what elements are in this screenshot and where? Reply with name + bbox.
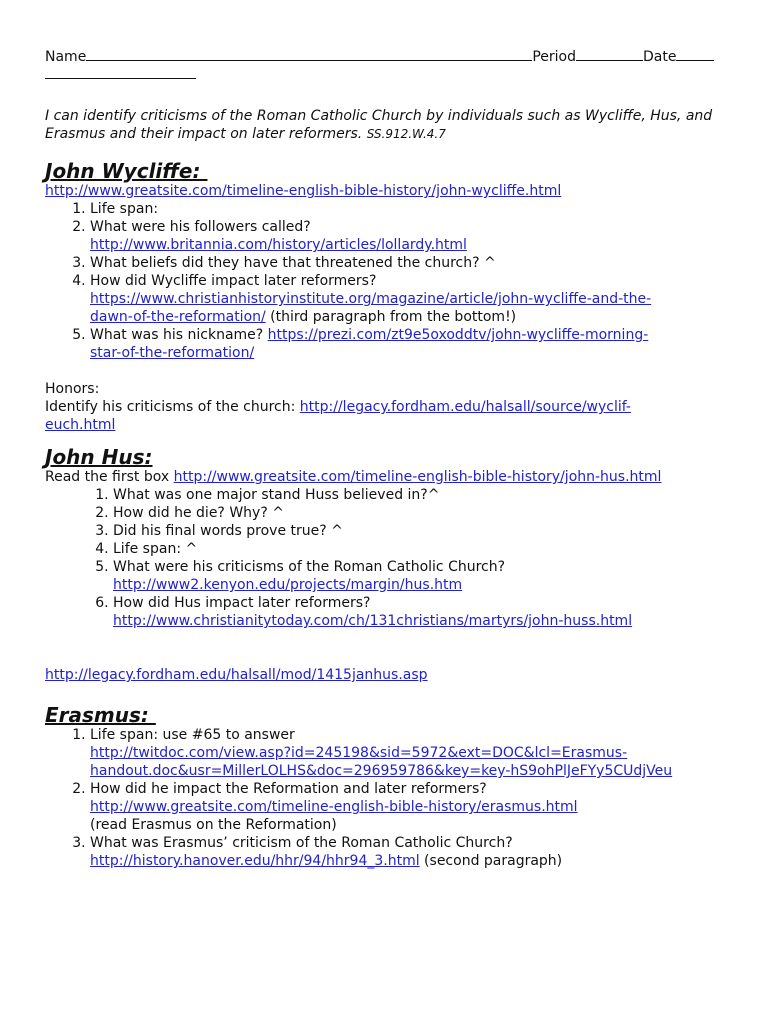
question-text: What were his followers called? bbox=[90, 219, 311, 235]
date-blank-line2[interactable] bbox=[45, 64, 196, 79]
hus-intro bbox=[45, 468, 735, 486]
link-note: (second paragraph) bbox=[419, 853, 563, 869]
link-line-1[interactable]: http://twitdoc.com/view.asp?id=245198&sid=5972&ext=DOC&lcl=Erasmus- bbox=[90, 745, 628, 761]
question-text: What was Erasmus’ criticism of the Roman Catholic Church? bbox=[90, 835, 513, 851]
list-item bbox=[113, 486, 735, 504]
list-item bbox=[113, 594, 735, 630]
question-text: Life span: ^ bbox=[113, 541, 198, 557]
list-item bbox=[90, 780, 735, 834]
erasmus-greatsite-link[interactable]: http://www.greatsite.com/timeline-english-bible-history/erasmus.html bbox=[90, 799, 578, 815]
link-line-2[interactable]: euch.html bbox=[45, 417, 116, 433]
lollardy-link[interactable]: http://www.britannia.com/history/articles/lollardy.html bbox=[90, 237, 467, 253]
list-item bbox=[113, 504, 735, 522]
honors-label: Honors: bbox=[45, 381, 100, 397]
question-text: Did his final words prove true? ^ bbox=[113, 523, 343, 539]
link-line-1[interactable]: http://legacy.fordham.edu/halsall/source/wyclif- bbox=[299, 399, 631, 415]
janhus-link[interactable]: http://legacy.fordham.edu/halsall/mod/1415janhus.asp bbox=[45, 667, 428, 683]
hus-heading: John Hus: bbox=[45, 445, 153, 469]
period-label: Period bbox=[532, 49, 576, 65]
list-item bbox=[90, 254, 735, 272]
kenyon-link[interactable]: http://www2.kenyon.edu/projects/margin/hus.htm bbox=[113, 577, 463, 593]
header-line bbox=[45, 46, 735, 64]
hus-main-link[interactable]: http://www.greatsite.com/timeline-english-bible-history/john-hus.html bbox=[173, 469, 662, 485]
hus-extra bbox=[45, 666, 735, 684]
learning-objective bbox=[45, 107, 735, 143]
hus-section bbox=[45, 446, 735, 684]
name-blank[interactable] bbox=[86, 46, 532, 61]
hanover-link[interactable]: http://history.hanover.edu/hhr/94/hhr94_3.html bbox=[90, 853, 420, 869]
link-note: (third paragraph from the bottom!) bbox=[265, 309, 517, 325]
list-item bbox=[113, 540, 735, 558]
list-item bbox=[90, 218, 735, 254]
list-item bbox=[113, 522, 735, 540]
name-label: Name bbox=[45, 49, 87, 65]
erasmus-questions bbox=[45, 726, 735, 870]
wycliffe-section bbox=[45, 160, 735, 434]
worksheet-page bbox=[45, 46, 735, 870]
date-blank[interactable] bbox=[676, 46, 714, 61]
question-text: How did Wycliffe impact later reformers? bbox=[90, 273, 377, 289]
honors-task bbox=[45, 398, 735, 434]
list-item bbox=[90, 326, 735, 362]
standard-code: SS.912.W.4.7 bbox=[366, 127, 446, 141]
question-text: How did he die? Why? ^ bbox=[113, 505, 284, 521]
question-text: Life span: bbox=[90, 201, 159, 217]
list-item bbox=[90, 200, 735, 218]
question-text: What beliefs did they have that threatened the church? ^ bbox=[90, 255, 496, 271]
erasmus-section bbox=[45, 704, 735, 870]
christianity-today-link[interactable]: http://www.christianitytoday.com/ch/131christians/martyrs/john-huss.html bbox=[113, 613, 633, 629]
wycliffe-main-link[interactable]: http://www.greatsite.com/timeline-english-bible-history/john-wycliffe.html bbox=[45, 183, 562, 199]
hus-questions bbox=[45, 486, 735, 630]
period-blank[interactable] bbox=[576, 46, 643, 61]
intro-text: Read the first box bbox=[45, 469, 174, 485]
list-item bbox=[90, 834, 735, 870]
wycliffe-heading: John Wycliffe: bbox=[45, 159, 208, 183]
list-item bbox=[90, 726, 735, 780]
question-text: What were his criticisms of the Roman Catholic Church? bbox=[113, 559, 506, 575]
wycliffe-questions bbox=[45, 200, 735, 362]
link-note: (read Erasmus on the Reformation) bbox=[90, 817, 337, 833]
question-text: What was one major stand Huss believed in?^ bbox=[113, 487, 440, 503]
twitdoc-link[interactable] bbox=[90, 745, 672, 779]
link-line-2[interactable]: star-of-the-reformation/ bbox=[90, 345, 255, 361]
question-text: How did Hus impact later reformers? bbox=[113, 595, 371, 611]
list-item bbox=[113, 558, 735, 594]
question-text: What was his nickname? bbox=[90, 327, 268, 343]
question-text: Life span: use #65 to answer bbox=[90, 727, 295, 743]
date-label: Date bbox=[642, 49, 677, 65]
link-line-1[interactable]: https://prezi.com/zt9e5oxoddtv/john-wycliffe-morning- bbox=[267, 327, 649, 343]
link-line-2[interactable]: dawn-of-the-reformation/ bbox=[90, 309, 266, 325]
erasmus-heading: Erasmus: bbox=[45, 703, 156, 727]
link-line-1[interactable]: https://www.christianhistoryinstitute.org/magazine/article/john-wycliffe-and-the- bbox=[90, 291, 652, 307]
objective-text: I can identify criticisms of the Roman Catholic Church by individuals such as Wycliffe, Hus, and Erasmus and their impact on later reformers. bbox=[45, 108, 713, 142]
link-line-2[interactable]: handout.doc&usr=MillerLOLHS&doc=296959786&key=key-hS9ohPlJeFYy5CUdjVeu bbox=[90, 763, 673, 779]
question-text: How did he impact the Reformation and later reformers? bbox=[90, 781, 487, 797]
list-item bbox=[90, 272, 735, 326]
date-blank-continued bbox=[45, 64, 735, 82]
honors-text: Identify his criticisms of the church: bbox=[45, 399, 300, 415]
